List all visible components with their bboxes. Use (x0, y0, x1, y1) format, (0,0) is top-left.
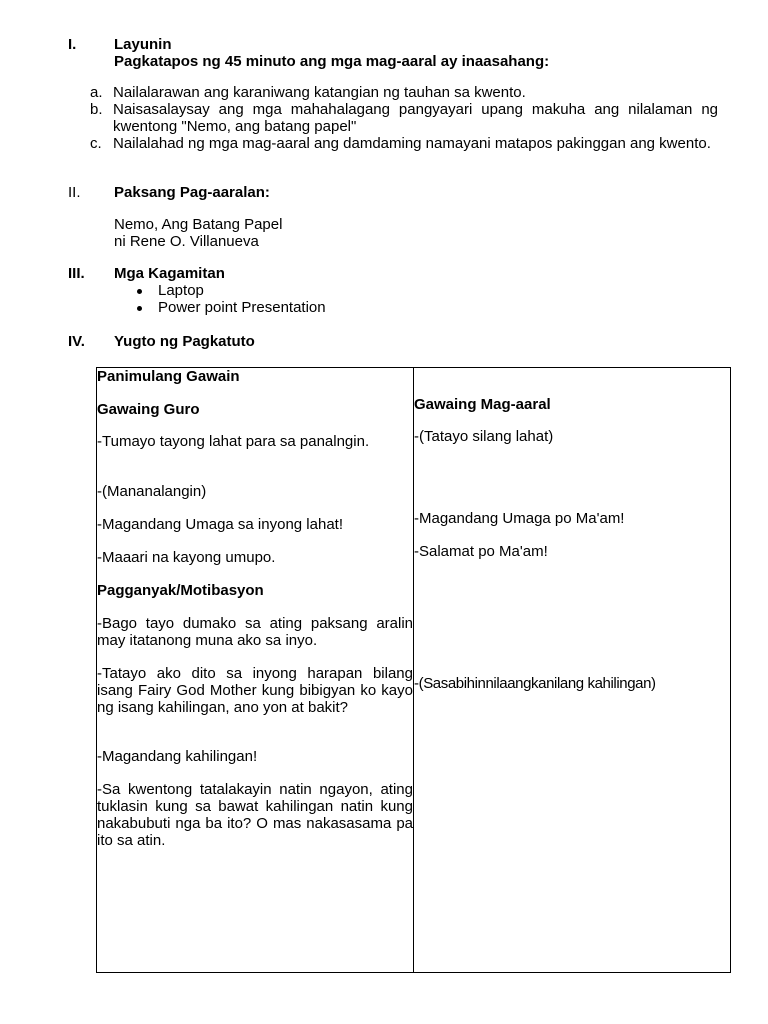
section-number: IV. (68, 333, 85, 350)
list-item (137, 282, 326, 299)
list-item (90, 101, 718, 135)
student-line: -Magandang Umaga po Ma'am! (414, 510, 625, 527)
item-text: Laptop (158, 282, 204, 299)
section-number: II. (68, 184, 81, 201)
list-item (137, 299, 326, 316)
item-text: Naisasalaysay ang mga mahahalagang pangyayari upang makuha ang nilalaman ng kwentong "Nemo, ang batang papel" (113, 101, 718, 135)
list-item (90, 135, 718, 152)
topic-author: ni Rene O. Villanueva (114, 233, 259, 250)
teacher-line: -Tumayo tayong lahat para sa panalngin. (97, 433, 370, 450)
activity-table (96, 367, 731, 973)
section-4-title: Yugto ng Pagkatuto (114, 333, 255, 350)
student-line: -(Sasabihinnilaangkanilang kahilingan) (414, 675, 656, 692)
teacher-line: -(Mananalangin) (97, 483, 207, 500)
section-2-title: Paksang Pag-aaralan: (114, 184, 270, 201)
materials-list (137, 282, 326, 316)
section-1-subtitle: Pagkatapos ng 45 minuto ang mga mag-aaral ay inaasahang: (114, 53, 550, 70)
item-letter: c. (90, 135, 102, 152)
item-text: Power point Presentation (158, 299, 326, 316)
bullet-icon (137, 306, 142, 311)
section-3-title: Mga Kagamitan (114, 265, 225, 282)
teacher-line: -Bago tayo dumako sa ating paksang aralin may itatanong muna ako sa inyo. (97, 615, 413, 649)
table-heading-student: Gawaing Mag-aaral (414, 396, 551, 413)
topic-title: Nemo, Ang Batang Papel (114, 216, 283, 233)
teacher-line: -Magandang Umaga sa inyong lahat! (97, 516, 343, 533)
bullet-icon (137, 289, 142, 294)
teacher-line: -Sa kwentong tatalakayin natin ngayon, ating tuklasin kung sa bawat kahilingan natin kung nakabubuti nga ba ito? O mas nakasasama pa ito sa atin. (97, 781, 413, 849)
table-heading-teacher: Gawaing Guro (97, 401, 200, 418)
section-1-title: Layunin (114, 36, 172, 53)
student-line: -(Tatayo silang lahat) (414, 428, 554, 445)
section-number: I. (68, 36, 77, 53)
teacher-line: -Maaari na kayong umupo. (97, 549, 276, 566)
item-letter: a. (90, 84, 103, 101)
item-letter: b. (90, 101, 103, 118)
column-divider (413, 368, 414, 972)
teacher-line: -Tatayo ako dito sa inyong harapan bilang isang Fairy God Mother kung bibigyan ko kayo ng isang kahilingan, ano yon at bakit? (97, 665, 413, 716)
teacher-line: -Magandang kahilingan! (97, 748, 258, 765)
objectives-list (90, 84, 718, 152)
section-number: III. (68, 265, 85, 282)
table-heading-intro: Panimulang Gawain (97, 368, 240, 385)
table-heading-motivation: Pagganyak/Motibasyon (97, 582, 264, 599)
item-text: Nailalahad ng mga mag-aaral ang damdaming namayani matapos pakinggan ang kwento. (113, 135, 711, 152)
item-text: Nailalarawan ang karaniwang katangian ng tauhan sa kwento. (113, 84, 526, 101)
student-line: -Salamat po Ma'am! (414, 543, 548, 560)
list-item (90, 84, 718, 101)
